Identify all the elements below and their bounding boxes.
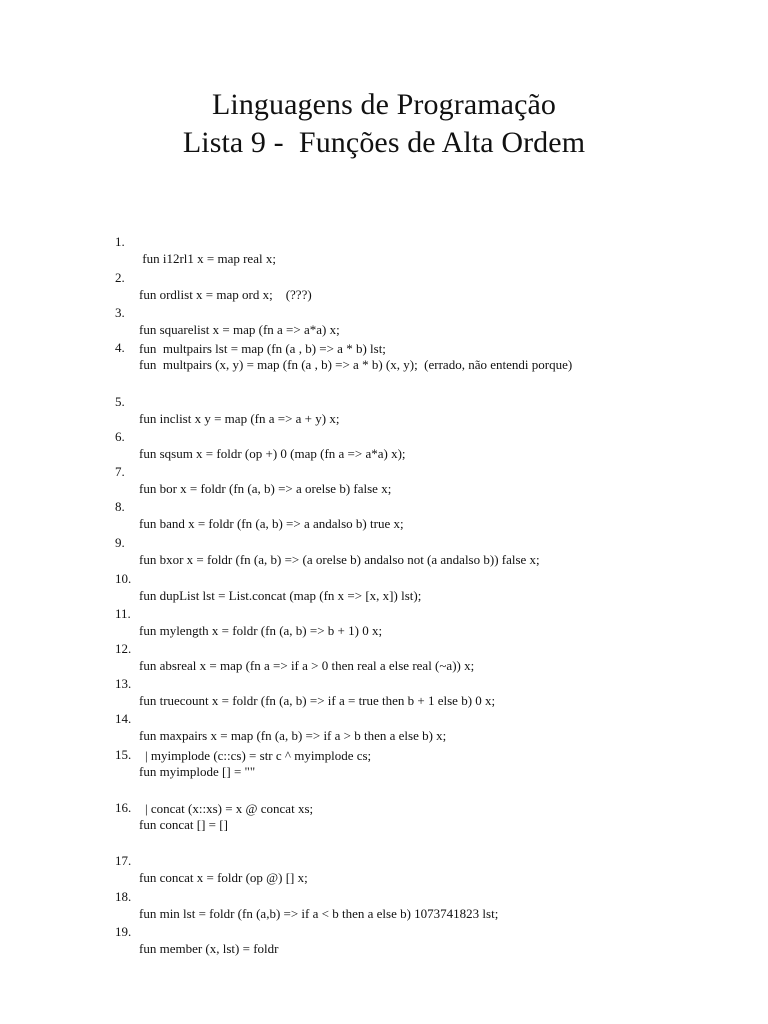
item-code: fun mylength x = foldr (fn (a, b) => b + 1) 0 x; [139,623,383,638]
item-number: 7. [115,464,125,479]
item-number: 1. [115,234,125,249]
item-code: fun band x = foldr (fn (a, b) => a andalso b) true x; [139,516,404,531]
item-code: fun ordlist x = map ord x; (???) [139,287,312,302]
item-code: fun absreal x = map (fn a => if a > 0 then real a else real (~a)) x; [139,658,475,673]
item-number: 18. [115,889,132,904]
item-number: 2. [115,270,125,285]
item-number: 6. [115,429,125,444]
item-code: fun maxpairs x = map (fn (a, b) => if a > b then a else b) x; [139,728,447,743]
item-code: fun dupList lst = List.concat (map (fn x => [x, x]) lst); [139,588,422,603]
item-code: fun multpairs (x, y) = map (fn (a , b) => a * b) (x, y); (errado, não entendi porque) [139,357,573,372]
list-title: Lista 9 - Funções de Alta Ordem [182,126,586,159]
item-number: 19. [115,924,132,939]
item-number: 10. [115,571,132,586]
item-code-continuation: fun multpairs lst = map (fn (a , b) => a * b) lst; [139,341,386,356]
item-code-continuation: | concat (x::xs) = x @ concat xs; [145,801,314,816]
item-code: fun myimplode [] = "" [139,764,256,779]
item-number: 15. [115,747,132,762]
item-number: 3. [115,305,125,320]
item-code: fun squarelist x = map (fn a => a*a) x; [139,322,340,337]
item-number: 4. [115,340,125,355]
item-code: fun concat [] = [] [139,817,228,832]
item-code: fun min lst = foldr (fn (a,b) => if a < b then a else b) 1073741823 lst; [139,906,499,921]
item-code-continuation: | myimplode (c::cs) = str c ^ myimplode cs; [145,748,372,763]
list-item [0,906,768,974]
item-code: fun bor x = foldr (fn (a, b) => a orelse b) false x; [139,481,392,496]
item-number: 13. [115,676,132,691]
item-number: 5. [115,394,125,409]
course-title: Linguagens de Programação [211,88,557,121]
item-code: fun sqsum x = foldr (op +) 0 (map (fn a => a*a) x); [139,446,406,461]
item-number: 8. [115,499,125,514]
item-code: fun member (x, lst) = foldr [139,941,279,956]
item-code: fun bxor x = foldr (fn (a, b) => (a orelse b) andalso not (a andalso b)) false x; [139,552,540,567]
item-code: fun inclist x y = map (fn a => a + y) x; [139,411,340,426]
item-number: 17. [115,853,132,868]
item-number: 16. [115,800,132,815]
item-code: fun concat x = foldr (op @) [] x; [139,870,308,885]
item-number: 12. [115,641,132,656]
item-code: fun truecount x = foldr (fn (a, b) => if a = true then b + 1 else b) 0 x; [139,693,496,708]
item-number: 9. [115,535,125,550]
item-number: 14. [115,711,132,726]
item-code: fun i12rl1 x = map real x; [139,251,276,266]
item-number: 11. [115,606,131,621]
